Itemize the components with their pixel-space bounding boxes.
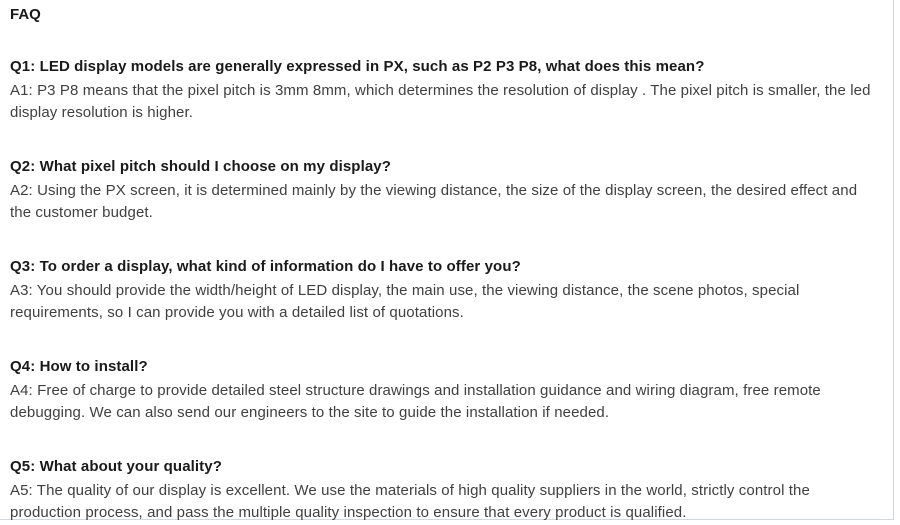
faq-question-5: Q5: What about your quality? [10, 458, 222, 475]
faq-answer-4: A4: Free of charge to provide detailed steel structure drawings and installation guidance and wiring diagram, free remote debugging. We can also send our engineers to the site to guide the installation if needed. [10, 382, 821, 421]
faq-item-5 [10, 456, 877, 524]
faq-answer-5: A5: The quality of our display is excellent. We use the materials of high quality suppliers in the world, strictly control the production process, and pass the multiple quality inspection to ensure that every product is qualified. [10, 482, 810, 521]
faq-item-3 [10, 256, 877, 324]
faq-item-4 [10, 356, 877, 424]
faq-item-1 [10, 56, 877, 124]
faq-question-2: Q2: What pixel pitch should I choose on my display? [10, 158, 391, 175]
faq-question-4: Q4: How to install? [10, 358, 148, 375]
faq-answer-3: A3: You should provide the width/height of LED display, the main use, the viewing distance, the scene photos, special requirements, so I can provide you with a detailed list of quotations. [10, 282, 800, 321]
faq-question-1: Q1: LED display models are generally expressed in PX, such as P2 P3 P8, what does this mean? [10, 58, 705, 75]
faq-answer-2: A2: Using the PX screen, it is determined mainly by the viewing distance, the size of the display screen, the desired effect and the customer budget. [10, 182, 858, 221]
faq-question-3: Q3: To order a display, what kind of information do I have to offer you? [10, 258, 521, 275]
faq-answer-1: A1: P3 P8 means that the pixel pitch is 3mm 8mm, which determines the resolution of display . The pixel pitch is smaller, the led display resolution is higher. [10, 82, 871, 121]
faq-item-2 [10, 156, 877, 224]
page-title: FAQ [10, 6, 41, 23]
